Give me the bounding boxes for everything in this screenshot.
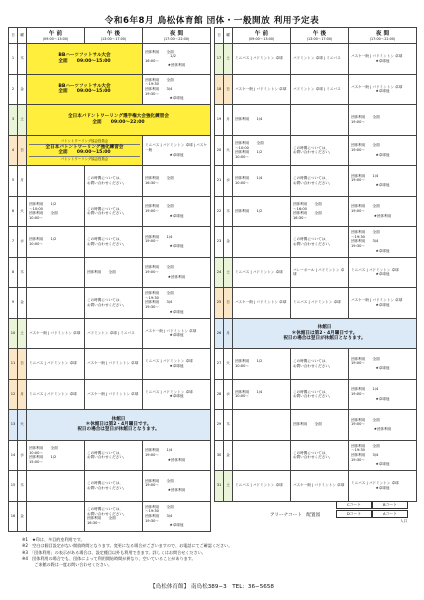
right-day-row — [215, 410, 417, 441]
slot-time: (09:00〜13:00) — [248, 36, 275, 41]
afternoon-slot: この時間については、 お問い合わせください。 — [291, 166, 349, 197]
left-header-slot — [143, 28, 211, 44]
weekday-label: 日 — [18, 135, 27, 166]
legend-entrance: 入口 — [400, 519, 408, 523]
day-number: 14 — [9, 440, 18, 471]
weekday-label: 日 — [224, 74, 233, 105]
afternoon-slot: この時間については、 お問い合わせください。 — [291, 379, 349, 410]
night-slot: ミニバス | バドミントン 卓球 ★卓球他 — [349, 471, 417, 502]
weekday-label: 火 — [224, 135, 233, 166]
right-day-row — [215, 44, 417, 75]
weekday-label: 土 — [224, 44, 233, 75]
weekday-label: 水 — [18, 227, 27, 258]
morning-slot — [27, 44, 143, 75]
afternoon-slot — [291, 105, 349, 136]
day-number: 19 — [215, 105, 224, 136]
left-day-row — [9, 288, 211, 319]
afternoon-slot: この時間については、 お問い合わせください。 — [85, 227, 143, 258]
afternoon-slot: バドミントン 卓球 | ミニバス — [291, 44, 349, 75]
night-slot: 団体利用 全面 19:00〜 ★卓球他 — [349, 349, 417, 380]
slot-text: ミニバス | バドミントン 卓球 — [235, 269, 283, 274]
day-number: 11 — [9, 349, 18, 380]
sub-note: バトントワーリング協会役員会 — [29, 156, 140, 162]
room-note: ★団体利用 — [373, 427, 392, 432]
night-slot: 団体利用 全面 19:00〜 ★団体利用 — [143, 257, 211, 288]
morning-slot — [233, 166, 291, 197]
day-number: 6 — [9, 196, 18, 227]
afternoon-slot: この時間については、 お問い合わせください。 — [85, 440, 143, 471]
morning-slot — [27, 105, 211, 136]
room-note: ★卓球他 — [375, 396, 390, 401]
left-header-slot — [85, 28, 143, 44]
morning-slot — [27, 166, 85, 197]
weekday-label: 木 — [224, 196, 233, 227]
morning-slot — [233, 257, 291, 288]
room-note: ★卓球他 — [375, 89, 390, 94]
right-day-row — [215, 288, 417, 319]
night-slot: 団体利用 全面 19:00〜 ★卓球他 — [143, 196, 211, 227]
room-note: ★卓球他 — [375, 302, 390, 307]
afternoon-slot: ミニバス | バドミントン 卓球 — [291, 288, 349, 319]
day-number: 4 — [9, 135, 18, 166]
slot-text: 団体利用 全面 〜10:00 団体利用 1/2 10:00〜 — [235, 141, 264, 159]
day-number: 25 — [215, 288, 224, 319]
room-note: ★卓球他 — [169, 213, 184, 218]
day-number: 13 — [9, 410, 18, 441]
night-slot: 団体利用 全面 1/2 16:00〜 ★団体利用 — [143, 44, 211, 75]
slot-text: バスケ一般 | バドミントン 卓球 — [29, 330, 81, 335]
day-number: 12 — [9, 379, 18, 410]
left-day-row — [9, 227, 211, 258]
weekday-label: 土 — [18, 318, 27, 349]
afternoon-slot: バスケ一般 | バドミントン 卓球 — [85, 379, 143, 410]
right-day-row — [215, 349, 417, 380]
slot-text: バスケ一般 | バドミントン 卓球 — [235, 86, 287, 91]
left-header-weekday: 曜 — [18, 28, 27, 44]
note-5: ご来館の際は一度お問い合わせください。 — [22, 562, 113, 568]
slot-text: 全日本バドントワーリング選手権大会強化練習会 全面 09:00〜22:00 — [68, 114, 169, 125]
morning-slot — [233, 74, 291, 105]
weekday-label: 木 — [18, 471, 27, 502]
weekday-label: 木 — [18, 257, 27, 288]
night-slot: ミニバス | バドミントン 卓球 ★卓球他 — [143, 349, 211, 380]
weekday-label: 月 — [224, 318, 233, 349]
slot-name: 夜 間 — [169, 30, 184, 37]
night-slot: 団体利用 全面 19:00〜 — [349, 105, 417, 136]
morning-slot — [27, 379, 85, 410]
day-number: 16 — [9, 501, 18, 532]
footer: 【鳥松体育館】 南鳥松389−3 TEL：36−5658 — [150, 584, 274, 590]
weekday-label: 水 — [224, 379, 233, 410]
slot-text: 団体利用 1/4 10:00〜 — [235, 176, 263, 185]
room-note: ★卓球他 — [169, 309, 184, 314]
note-4: ※4 団体利用の場合でも、団体によって利用開始時間が異なり、空いていることがあります。 — [22, 555, 196, 561]
weekday-label: 火 — [18, 196, 27, 227]
right-day-row — [215, 379, 417, 410]
slot-time: (13:00〜17:00) — [100, 36, 127, 41]
night-slot: バスケ一般 | バドミントン 卓球 ★卓球他 — [349, 74, 417, 105]
right-day-row — [215, 74, 417, 105]
weekday-label: 土 — [18, 105, 27, 136]
left-day-row — [9, 349, 211, 380]
night-slot: 団体利用 全面 19:00〜 ★団体利用 — [349, 196, 417, 227]
calendar-right — [214, 27, 417, 502]
note-2: ※2 空白は個目設定がない開放時間となります。変更になる場合がございますので、お電話にてご確認ください。 — [22, 543, 233, 549]
morning-slot — [233, 196, 291, 227]
notes — [22, 537, 412, 568]
night-slot: 団体利用 1/4 19:00〜 ★団体利用 — [143, 440, 211, 471]
note-3: ※3 「団体利用」の表示がある場合は、設定種目以外も利用できます。詳しくはお問合せください。 — [22, 549, 206, 555]
weekday-label: 木 — [224, 410, 233, 441]
left-day-row — [9, 440, 211, 471]
morning-slot — [27, 440, 85, 471]
weekday-label: 月 — [18, 379, 27, 410]
page-title: 令和6年8月 鳥松体育館 団体・一般開放 利用予定表 — [104, 16, 320, 26]
night-slot: ミニバス | バドミントン 卓球 | バスケ一般 ★卓球他 — [143, 135, 211, 166]
morning-slot — [27, 135, 143, 166]
morning-slot — [27, 227, 85, 258]
room-note: ★卓球他 — [375, 462, 390, 467]
morning-slot — [27, 196, 85, 227]
left-header-slot — [27, 28, 85, 44]
night-slot: 団体利用 1/4 19:00〜 ★卓球他 — [349, 379, 417, 410]
day-number: 29 — [215, 410, 224, 441]
room-note: ★卓球他 — [375, 272, 390, 277]
weekday-label: 土 — [224, 471, 233, 502]
night-slot: 団体利用 全面 〜19:30 団体利用 3/4 19:30〜 ★卓球他 — [143, 501, 211, 532]
morning-slot — [27, 288, 85, 319]
weekday-label: 土 — [224, 257, 233, 288]
weekday-label: 金 — [18, 501, 27, 532]
morning-slot — [233, 379, 291, 410]
day-number: 10 — [9, 318, 18, 349]
room-note: ★団体利用 — [167, 274, 186, 279]
left-day-row — [9, 501, 211, 532]
right-day-row — [215, 135, 417, 166]
afternoon-slot: この時間については、 お問い合わせください。 — [85, 471, 143, 502]
afternoon-slot: 団体利用 全面 〜16:00 団体利用 全面 16:30〜 — [291, 196, 349, 227]
night-slot: 団体利用 1/4 19:00〜 ★卓球他 — [143, 227, 211, 258]
afternoon-slot: この時間については、 お問い合わせください。 — [85, 288, 143, 319]
afternoon-slot: この時間については、 お問い合わせください。 — [291, 349, 349, 380]
morning-slot — [27, 471, 85, 502]
night-slot: 団体利用 全面 19:00〜 ★卓球他 — [349, 135, 417, 166]
room-note: ★卓球他 — [375, 58, 390, 63]
night-slot: 団体利用 全面 〜19:30 団体利用 3/4 19:30〜 ★卓球他 — [143, 288, 211, 319]
weekday-label: 金 — [18, 74, 27, 105]
morning-slot — [27, 257, 85, 288]
weekday-label: 金 — [18, 288, 27, 319]
room-note: ★卓球他 — [169, 394, 184, 399]
legend-b-court: Bコート — [372, 501, 408, 509]
afternoon-slot: この時間については、 お問い合わせください。 — [85, 196, 143, 227]
calendar-left — [8, 27, 211, 532]
left-day-row — [9, 135, 211, 166]
day-number: 26 — [215, 318, 224, 349]
night-slot: 団体利用 全面 〜19:30 団体利用 3/4 19:30〜 ★卓球他 — [349, 440, 417, 471]
day-number: 22 — [215, 196, 224, 227]
right-day-row — [215, 166, 417, 197]
legend-c-court: Cコート — [336, 501, 372, 509]
slot-text: 団体利用 1/2 〜10:00 団体利用 全面 10:00〜 — [29, 202, 58, 220]
day-number: 20 — [215, 135, 224, 166]
slot-name: 夜 間 — [375, 30, 390, 37]
weekday-label: 日 — [18, 349, 27, 380]
afternoon-slot: この時間については、 お問い合わせください。 — [291, 227, 349, 258]
right-day-row — [215, 440, 417, 471]
left-day-row — [9, 471, 211, 502]
slot-text: 団体利用 1/2 10:00〜 — [235, 359, 263, 368]
right-header-row — [215, 28, 417, 44]
morning-slot — [233, 135, 291, 166]
weekday-label: 金 — [224, 227, 233, 258]
slot-text: ミニバス | バドミントン 卓球 — [235, 483, 283, 488]
left-day-row — [9, 318, 211, 349]
weekday-label: 日 — [224, 288, 233, 319]
right-day-row — [215, 257, 417, 288]
slot-text: 団体利用 1/4 — [235, 117, 263, 122]
day-number: 15 — [9, 471, 18, 502]
day-number: 3 — [9, 105, 18, 136]
morning-slot — [233, 288, 291, 319]
night-slot: バスケ一般 | バドミントン 卓球 ★卓球他 — [349, 44, 417, 75]
legend-d-court: Dコート — [336, 510, 372, 518]
afternoon-slot: バスケ一般 | バドミントン 卓球 — [291, 471, 349, 502]
room-note: ★卓球他 — [169, 523, 184, 528]
morning-slot — [27, 501, 85, 532]
slot-text: 休館日 ＊休館日は第2・4月曜日です。 祝日の場合は翌日が休館日となります。 — [283, 325, 366, 341]
day-number: 24 — [215, 257, 224, 288]
slot-text: 団体利用 1/2 10:00〜 — [29, 237, 57, 246]
left-day-row — [9, 196, 211, 227]
slot-time: (13:00〜17:00) — [306, 36, 333, 41]
right-header-slot — [349, 28, 417, 44]
arena-label: アリーナコート 配置図 — [270, 513, 321, 518]
afternoon-slot: この時間については、 お問い合わせください。 団体利用 全面 16:30〜 — [85, 501, 143, 532]
legend-a-court: Aコート — [372, 510, 408, 518]
morning-slot — [233, 410, 291, 441]
room-note: ★卓球他 — [375, 152, 390, 157]
slot-name: 午 前 — [48, 30, 63, 37]
slot-text: 休館日 ＊休館日は第2・4月曜日です。 祝日の場合は翌日が休館日となります。 — [77, 416, 160, 433]
room-note: ★卓球他 — [169, 152, 184, 157]
day-number: 27 — [215, 349, 224, 380]
night-slot: 団体利用 全面 19:00〜 ★団体利用 — [349, 410, 417, 441]
slot-text: 団体利用 1/2 — [235, 208, 263, 213]
day-number: 21 — [215, 166, 224, 197]
court-legend — [336, 501, 408, 525]
slot-text: 団体利用 全面 10:00〜 団体利用 1/2 15:00〜 — [29, 446, 58, 464]
weekday-label: 月 — [224, 105, 233, 136]
right-header-day: 日 — [215, 28, 224, 44]
afternoon-slot: この時間については、 お問い合わせください。 — [85, 166, 143, 197]
left-header-row — [9, 28, 211, 44]
room-note: ★卓球他 — [375, 485, 390, 490]
left-day-row — [9, 410, 211, 441]
afternoon-slot: この時間については、 お問い合わせください。 — [291, 440, 349, 471]
slot-name: 午 前 — [254, 30, 269, 37]
morning-slot — [233, 227, 291, 258]
room-note: ★団体利用 — [373, 213, 392, 218]
morning-slot — [233, 44, 291, 75]
left-day-row — [9, 44, 211, 75]
left-day-row — [9, 166, 211, 197]
morning-slot — [233, 349, 291, 380]
night-slot: 団体利用 1/4 19:00〜 ★卓球他 — [349, 166, 417, 197]
right-header-weekday: 曜 — [224, 28, 233, 44]
slot-text: BBハーツフットサル大会 全面 09:00〜15:00 — [58, 53, 111, 64]
night-slot: バスケ一般 | バドミントン 卓球 ★卓球他 — [143, 318, 211, 349]
day-number: 9 — [9, 288, 18, 319]
morning-slot — [27, 74, 143, 105]
right-day-row — [215, 196, 417, 227]
slot-time: (17:00〜22:00) — [369, 36, 396, 41]
weekday-label: 火 — [224, 349, 233, 380]
room-note: ★卓球他 — [169, 333, 184, 338]
morning-slot — [27, 410, 211, 441]
right-day-row — [215, 471, 417, 502]
slot-text: 全日本バトントワーリング強化練習会 全面 09:00〜15:00 — [45, 144, 124, 156]
right-day-row — [215, 105, 417, 136]
slot-text: ミニバス | バドミントン 卓球 — [29, 361, 77, 366]
room-note: ★卓球他 — [169, 244, 184, 249]
room-note: ★卓球他 — [375, 248, 390, 253]
morning-slot — [233, 318, 417, 349]
slot-text: 団体利用 1/4 10:00〜 — [235, 389, 263, 399]
day-number: 2 — [9, 74, 18, 105]
morning-slot — [233, 440, 291, 471]
afternoon-slot: この時間については、 お問い合わせください。 — [291, 135, 349, 166]
slot-name: 午 後 — [312, 30, 327, 37]
afternoon-slot: バドミントン 卓球 | ミニバス — [291, 74, 349, 105]
weekday-label: 水 — [18, 440, 27, 471]
slot-text: ミニバス | バドミントン 卓球 — [235, 56, 283, 61]
afternoon-slot: 団体利用 全面 — [291, 410, 349, 441]
right-day-row — [215, 227, 417, 258]
day-number: 23 — [215, 227, 224, 258]
left-day-row — [9, 257, 211, 288]
day-number: 7 — [9, 227, 18, 258]
day-number: 5 — [9, 166, 18, 197]
slot-name: 午 後 — [106, 30, 121, 37]
room-note: ★団体利用 — [167, 488, 186, 493]
left-day-row — [9, 379, 211, 410]
slot-time: (17:00〜22:00) — [163, 36, 190, 41]
room-note: ★卓球他 — [375, 183, 390, 188]
day-number: 28 — [215, 379, 224, 410]
night-slot: 団体利用 全面 〜19:30 団体利用 3/4 19:30〜 ★卓球他 — [349, 227, 417, 258]
afternoon-slot: バレーボール | バドミントン 卓球 — [291, 257, 349, 288]
left-day-row — [9, 74, 211, 105]
morning-slot — [233, 471, 291, 502]
room-note: ★団体利用 — [167, 457, 186, 462]
afternoon-slot: バドミントン 卓球 | ミニバス — [85, 318, 143, 349]
day-number: 30 — [215, 440, 224, 471]
night-slot: ミニバス | バドミントン 卓球 ★卓球他 — [349, 257, 417, 288]
morning-slot — [233, 105, 291, 136]
night-slot: 団体利用 全面 16:30〜 — [143, 166, 211, 197]
left-header-day: 日 — [9, 28, 18, 44]
weekday-label: 月 — [18, 166, 27, 197]
room-note: ★団体利用 — [167, 63, 186, 68]
morning-slot — [27, 318, 85, 349]
room-note: ★卓球他 — [169, 96, 184, 101]
slot-text: BBハーツフットサル大会 全面 09:00〜15:00 — [58, 83, 111, 95]
day-number: 1 — [9, 44, 18, 75]
right-header-slot — [291, 28, 349, 44]
weekday-label: 火 — [18, 410, 27, 441]
right-day-row — [215, 318, 417, 349]
weekday-label: 水 — [224, 166, 233, 197]
left-day-row — [9, 105, 211, 136]
night-slot: 団体利用 全面 19:00〜 ★団体利用 — [143, 471, 211, 502]
sub-note: バトントワーリング協会役員会 — [29, 139, 140, 145]
day-number: 18 — [215, 74, 224, 105]
slot-text: バスケ一般 | バドミントン 卓球 — [235, 300, 287, 305]
right-header-slot — [233, 28, 291, 44]
note-1: ※1 ★印は、多目的室利用です。 — [22, 537, 85, 542]
night-slot: 団体利用 全面 〜19:30 団体利用 3/4 19:30〜 ★卓球他 — [143, 74, 211, 105]
slot-text: ミニバス | バドミントン 卓球 — [29, 391, 77, 396]
day-number: 31 — [215, 471, 224, 502]
night-slot: バスケ一般 | バドミントン 卓球 ★卓球他 — [349, 288, 417, 319]
weekday-label: 金 — [224, 440, 233, 471]
room-note: ★卓球他 — [169, 363, 184, 368]
room-note: ★卓球他 — [375, 366, 390, 371]
slot-time: (09:00〜13:00) — [42, 36, 69, 41]
afternoon-slot: 団体利用 全面 — [85, 257, 143, 288]
weekday-label: 木 — [18, 44, 27, 75]
morning-slot — [27, 349, 85, 380]
night-slot: ミニバス | バドミントン 卓球 ★卓球他 — [143, 379, 211, 410]
day-number: 17 — [215, 44, 224, 75]
day-number: 8 — [9, 257, 18, 288]
afternoon-slot: バスケ一般 | バドミントン 卓球 — [85, 349, 143, 380]
